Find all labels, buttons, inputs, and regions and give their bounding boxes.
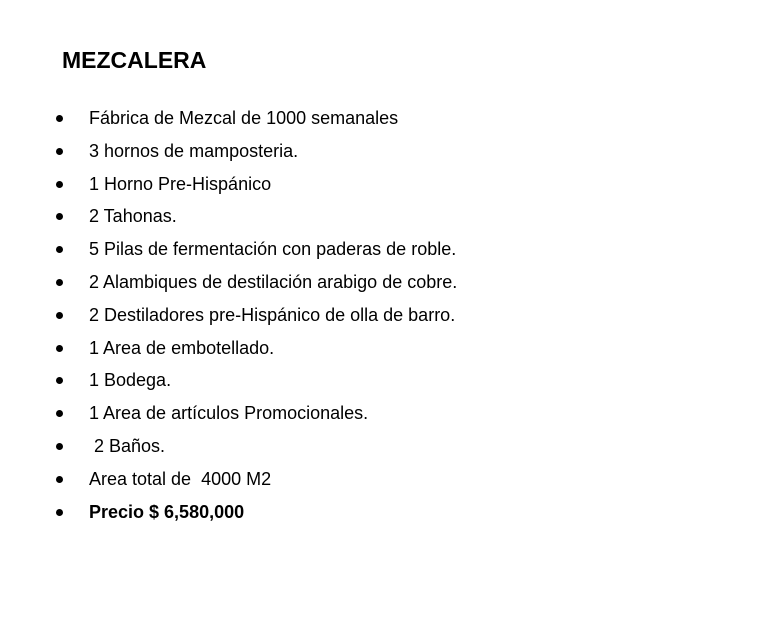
list-item [0,233,457,266]
list-item [0,430,166,463]
bullet-icon [56,148,63,155]
list-item-text: 2 Destiladores pre-Hispánico de olla de barro. [89,304,456,325]
list-item-text: 1 Bodega. [89,370,172,391]
list-item-text: Fábrica de Mezcal de 1000 semanales [89,108,399,128]
list-item-text: Area total de 4000 M2 [89,468,272,489]
bullet-icon [56,345,63,352]
bullet-icon [56,312,63,319]
list-item-text: 1 Area de artículos Promocionales. [89,403,369,424]
list-item [0,135,299,168]
bullet-icon [56,213,63,220]
bullet-icon [56,115,63,122]
bullet-icon [56,377,63,384]
list-item [0,463,272,496]
list-item [0,200,177,233]
bullet-icon [56,476,63,483]
list-item-text: 3 hornos de mamposteria. [89,140,299,161]
list-item [0,364,172,397]
feature-list [0,102,458,528]
list-item [0,397,369,430]
bullet-icon [56,410,63,417]
bullet-icon [56,279,63,286]
bullet-icon [56,246,63,253]
list-item [0,168,272,201]
list-item [0,102,399,135]
bullet-icon [56,509,63,516]
document-title: MEZCALERA [62,47,207,73]
list-item-text: 5 Pilas de fermentación con paderas de roble. [89,239,457,260]
price-item [0,496,245,529]
list-item [0,299,456,332]
list-item [0,332,275,365]
list-item-text: 2 Tahonas. [89,206,177,227]
list-item-text: 1 Horno Pre-Hispánico [89,173,272,194]
price-text: Precio $ 6,580,000 [89,501,245,522]
bullet-icon [56,443,63,450]
list-item-text: 1 Area de embotellado. [89,337,275,358]
list-item [0,266,458,299]
list-item-text: 2 Baños. [89,435,166,456]
bullet-icon [56,181,63,188]
list-item-text: 2 Alambiques de destilación arabigo de cobre. [89,271,458,292]
